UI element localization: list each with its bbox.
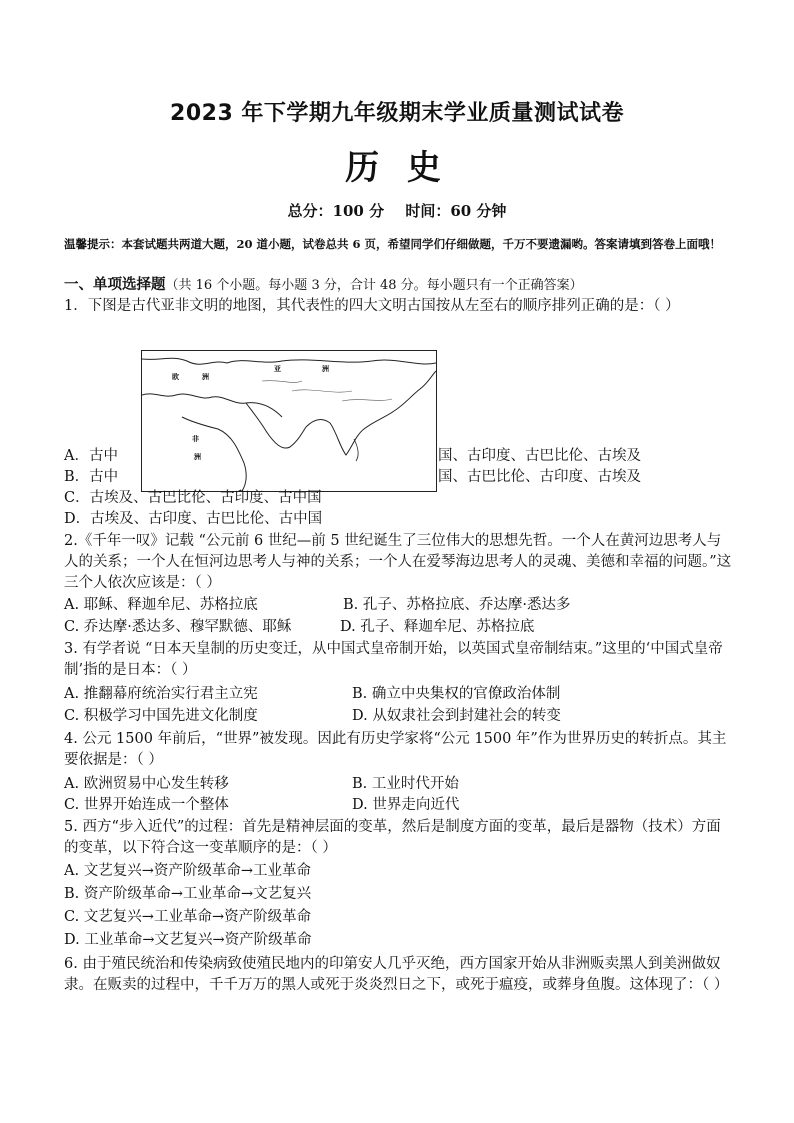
section-heading bbox=[64, 274, 583, 296]
question-1-option-d: D．古埃及、古印度、古巴比伦、古中国 bbox=[64, 511, 323, 527]
question-1-option-a-right: 国、古印度、古巴比伦、古埃及 bbox=[438, 448, 641, 464]
question-3-stem: 3. 有学者说 “日本天皇制的历史变迁，从中国式皇帝制开始，以英国式皇帝制结束。”这里的‘中国式皇帝制’指的是日本：（ ） bbox=[64, 641, 723, 678]
question-2-option-a: A. 耶稣、释迦牟尼、苏格拉底 bbox=[64, 597, 258, 613]
northern-coastline bbox=[142, 358, 436, 364]
question-2-option-c: C. 乔达摩·悉达多、穆罕默德、耶稣 bbox=[64, 619, 292, 635]
sri-lanka bbox=[354, 439, 358, 461]
border-lines bbox=[262, 381, 392, 401]
map-label-africa-2: 洲 bbox=[194, 453, 201, 461]
arabia-coast bbox=[246, 403, 306, 448]
question-5-option-b: B. 资产阶级革命→工业革命→文艺复兴 bbox=[64, 886, 312, 902]
question-1-option-b-right: 国、古巴比伦、古印度、古埃及 bbox=[438, 469, 641, 485]
east-asia-coast bbox=[394, 371, 436, 411]
question-4-option-b: B. 工业时代开始 bbox=[352, 776, 459, 792]
map-drawing bbox=[142, 351, 436, 491]
tip-note: 温馨提示：本套试题共两道大题，20 道小题，试卷总共 6 页，希望同学们仔细做题，千万不要遗漏哟。答案请填到答卷上面哦！ bbox=[64, 237, 722, 251]
section-note: （共 16 个小题。每小题 3 分，合计 48 分。每小题只有一个正确答案） bbox=[165, 278, 583, 293]
map-label-europe-2: 洲 bbox=[202, 373, 209, 381]
subject-title: 历 史 bbox=[345, 148, 449, 188]
question-3-option-c: C. 积极学习中国先进文化制度 bbox=[64, 708, 258, 724]
africa-coast bbox=[182, 417, 246, 491]
section-title: 一、单项选择题 bbox=[64, 276, 166, 293]
map-label-africa-1: 非 bbox=[192, 435, 199, 443]
total-score: 总分：100 分 bbox=[287, 202, 385, 220]
time-limit: 时间：60 分钟 bbox=[405, 202, 507, 220]
mediterranean-coast bbox=[142, 394, 282, 417]
question-3-option-b: B. 确立中央集权的官僚政治体制 bbox=[352, 686, 561, 702]
map-label-europe-1: 欧 bbox=[172, 373, 179, 381]
exam-title: 2023 年下学期九年级期末学业质量测试试卷 bbox=[170, 101, 624, 126]
question-2-option-d: D. 孔子、释迦牟尼、苏格拉底 bbox=[340, 619, 535, 635]
question-6-stem: 6. 由于殖民统治和传染病致使殖民地内的印第安人几乎灭绝，西方国家开始从非洲贩卖黑人到美洲做奴隶。在贩卖的过程中，千千万万的黑人或死于炎炎烈日之下，或死于瘟疫，或葬身鱼腹。这体现了：（ ） bbox=[64, 956, 729, 993]
question-5-option-c: C. 文艺复兴→工业革命→资产阶级革命 bbox=[64, 909, 312, 925]
question-3-option-d: D. 从奴隶社会到封建社会的转变 bbox=[352, 708, 561, 724]
question-1-stem: 1．下图是古代亚非文明的地图，其代表性的四大文明古国按从左至右的顺序排列正确的是：（ ） bbox=[64, 298, 680, 314]
map-label-asia-1: 亚 bbox=[274, 365, 281, 373]
question-2-stem: 2.《千年一叹》记载 “公元前 6 世纪—前 5 世纪诞生了三位伟大的思想先哲。一个人在黄河边思考人与人的关系；一个人在恒河边思考人与神的关系；一个人在爱琴海边思考人的灵魂、美德和幸福的问题。”这三个人依次应该是：（ ） bbox=[64, 533, 732, 591]
question-4-stem: 4. 公元 1500 年前后，“世界”被发现。因此有历史学家将“公元 1500 年”作为世界历史的转折点。其主要依据是：（ ） bbox=[64, 731, 727, 768]
question-1-option-b-left: B．古中 bbox=[64, 469, 119, 485]
question-1-option-a-left: A．古中 bbox=[64, 448, 118, 464]
ancient-civilization-map bbox=[141, 350, 437, 492]
question-5-option-a: A. 文艺复兴→资产阶级革命→工业革命 bbox=[64, 863, 311, 879]
question-5-option-d: D. 工业革命→文艺复兴→资产阶级革命 bbox=[64, 932, 312, 948]
exam-meta bbox=[0, 200, 794, 221]
india-coast bbox=[306, 411, 394, 455]
question-1-option-c: C．古埃及、古巴比伦、古印度、古中国 bbox=[64, 490, 322, 506]
question-4-option-c: C. 世界开始连成一个整体 bbox=[64, 797, 229, 813]
question-5-stem: 5. 西方“步入近代”的过程：首先是精神层面的变革，然后是制度方面的变革，最后是器物（技术）方面的变革，以下符合这一变革顺序的是：（ ） bbox=[64, 819, 721, 856]
question-2-option-b: B. 孔子、苏格拉底、乔达摩·悉达多 bbox=[343, 597, 571, 613]
question-4-option-d: D. 世界走向近代 bbox=[352, 797, 460, 813]
map-label-asia-2: 洲 bbox=[322, 365, 329, 373]
question-4-option-a: A. 欧洲贸易中心发生转移 bbox=[64, 776, 229, 792]
question-3-option-a: A. 推翻幕府统治实行君主立宪 bbox=[64, 686, 258, 702]
